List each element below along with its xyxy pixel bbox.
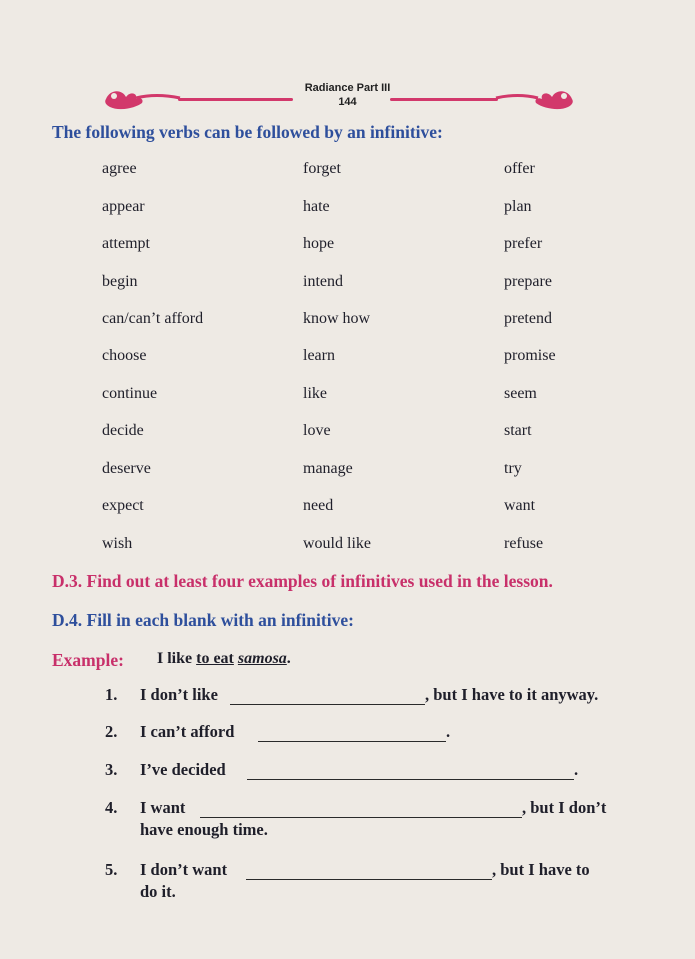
- exercise-text: I want: [140, 798, 186, 817]
- answer-blank[interactable]: [200, 817, 522, 818]
- exercise-text: I can’t afford: [140, 722, 235, 741]
- verb-item: begin: [102, 273, 138, 290]
- verb-item: prefer: [504, 235, 543, 252]
- verb-item: like: [303, 385, 327, 402]
- exercise-text-continued: do it.: [140, 882, 176, 901]
- verb-item: seem: [504, 385, 537, 402]
- exercise-text: I’ve decided: [140, 760, 226, 779]
- verb-item: start: [504, 422, 532, 439]
- example-label: Example:: [52, 650, 124, 670]
- example-prefix: I like: [157, 650, 197, 667]
- verb-item: expect: [102, 497, 144, 514]
- exercise-text-continued: have enough time.: [140, 820, 268, 839]
- verb-item: prepare: [504, 273, 552, 290]
- verb-item: can/can’t afford: [102, 310, 204, 327]
- example-infinitive: to eat: [196, 650, 234, 667]
- book-title: Radiance Part III: [304, 82, 391, 94]
- example-object: samosa: [237, 650, 287, 667]
- exercise-text: , but I have to it anyway.: [425, 685, 599, 704]
- verb-item: decide: [102, 422, 144, 439]
- exercise-text: , but I have to: [492, 860, 590, 879]
- verb-item: agree: [102, 160, 137, 177]
- page-number: 144: [338, 96, 357, 108]
- example-suffix: .: [286, 650, 291, 667]
- answer-blank[interactable]: [258, 741, 446, 742]
- verb-item: choose: [102, 347, 147, 364]
- verb-item: want: [504, 497, 536, 514]
- exercise-number: 4.: [105, 798, 118, 817]
- exercise-number: 2.: [105, 722, 118, 741]
- verb-item: offer: [504, 160, 535, 177]
- verb-item: hate: [303, 198, 330, 215]
- verb-item: learn: [303, 347, 335, 364]
- verb-item: refuse: [504, 535, 544, 552]
- exercise-text: .: [446, 722, 451, 741]
- answer-blank[interactable]: [247, 779, 574, 780]
- verb-item: promise: [504, 347, 556, 364]
- verb-item: would like: [303, 535, 371, 552]
- exercise-d4-heading: D.4. Fill in each blank with an infinitive:: [52, 610, 354, 630]
- verb-item: attempt: [102, 235, 150, 252]
- verb-item: love: [303, 422, 331, 439]
- exercise-number: 3.: [105, 760, 118, 779]
- exercise-d3-heading: D.3. Find out at least four examples of infinitives used in the lesson.: [52, 571, 553, 591]
- verb-item: pretend: [504, 310, 552, 327]
- verb-item: manage: [303, 460, 353, 477]
- verb-item: continue: [102, 385, 158, 402]
- exercise-number: 5.: [105, 860, 118, 879]
- verb-item: hope: [303, 235, 335, 252]
- exercise-number: 1.: [105, 685, 118, 704]
- exercise-text: , but I don’t: [522, 798, 607, 817]
- example-sentence: [157, 650, 291, 668]
- verb-item: know how: [303, 310, 371, 327]
- verb-item: deserve: [102, 460, 151, 477]
- verb-item: need: [303, 497, 334, 514]
- verb-item: try: [504, 460, 522, 477]
- verb-item: appear: [102, 198, 145, 215]
- verb-item: forget: [303, 160, 341, 177]
- section-heading: The following verbs can be followed by an infinitive:: [52, 122, 443, 142]
- exercise-text: I don’t want: [140, 860, 228, 879]
- answer-blank[interactable]: [246, 879, 492, 880]
- verb-item: wish: [102, 535, 133, 552]
- verb-item: intend: [303, 273, 343, 290]
- verb-item: plan: [504, 198, 532, 215]
- exercise-text: .: [574, 760, 579, 779]
- exercise-text: I don’t like: [140, 685, 218, 704]
- answer-blank[interactable]: [230, 704, 425, 705]
